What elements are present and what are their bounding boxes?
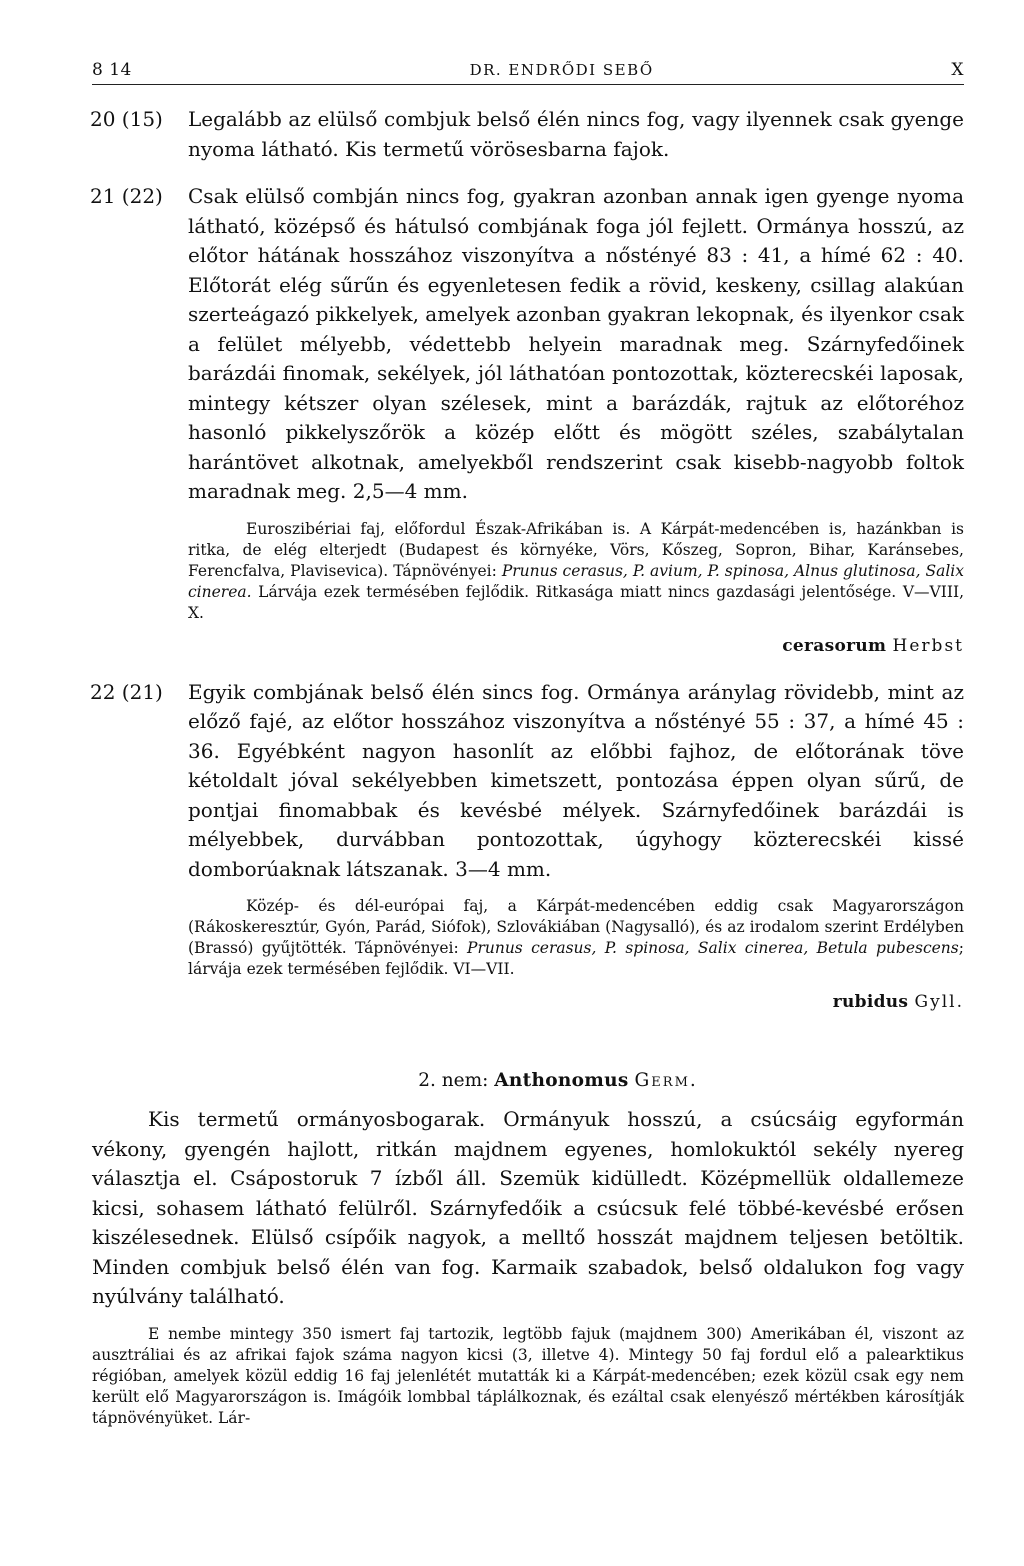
running-title: DR. ENDRŐDI SEBŐ xyxy=(469,61,654,79)
key-number: 21 (22) xyxy=(90,184,163,208)
key-number: 20 (15) xyxy=(90,107,163,131)
species-author: Herbst xyxy=(892,635,964,656)
part-number: X xyxy=(951,60,964,80)
genus-description: Kis termetű ormányosbogarak. Ormányuk hosszú, a csúcsáig egyformán vékony, gyengén hajlott, ritkán majdnem egyenes, homlokuktól sekély nyereg választja el. Csápostoruk 7 ízből áll. Szemük kidülledt. Középmellük oldallemeze kicsi, sohasem látható felülről. Szárnyfedőik a csúcsuk felé többé-kevésbé erősen kiszélesednek. Elülső csípőik nagyok, a melltő hosszát majdnem teljesen betöltik. Minden combjuk belső élén van fog. Karmaik szabadok, belső oldalukon fog vagy nyúlvány található. xyxy=(92,1107,964,1308)
note-text: Lárvája ezek termésében fejlődik. Ritkasága miatt nincs gazdasági jelentősége. V—VIII, X. xyxy=(188,582,964,622)
note-text: ; lárvája ezek termésében fejlődik. VI—VII. xyxy=(188,939,964,978)
distribution-note xyxy=(188,519,964,624)
plant-names: Prunus cerasus, P. avium, P. spinosa, Alnus glutinosa, Salix cinerea. xyxy=(188,561,964,601)
key-entry-20 xyxy=(92,105,964,164)
species-name xyxy=(92,636,964,656)
note-text: Közép- és dél-európai faj, a Kárpát-medencében eddig csak Magyarországon (Rákoskeresztúr, Gyón, Parád, Siófok), Szlovákiában (Nagysalló), és az irodalom szerint Erdélyben (Brassó) gyűjtötték. Tápnövényei: xyxy=(188,897,964,957)
genus-name: Anthonomus xyxy=(494,1070,629,1091)
distribution-note xyxy=(188,896,964,980)
species-epithet: cerasorum xyxy=(782,635,887,656)
running-header xyxy=(92,60,964,85)
key-text: Legalább az elülső combjuk belső élén nincs fog, vagy ilyennek csak gyenge nyoma látható. Kis termetű vörösesbarna fajok. xyxy=(188,107,964,161)
species-author: Gyll. xyxy=(914,992,964,1012)
key-entry-21 xyxy=(92,182,964,507)
genus-prefix: 2. nem: xyxy=(418,1070,495,1091)
page-number: 8 14 xyxy=(92,60,132,80)
note-text: Euroszibériai faj, előfordul Észak-Afrikában is. A Kárpát-medencében is, hazánkban is ritka, de elég elterjedt (Budapest és környéke, Vörs, Kőszeg, Sopron, Bihar, Karánsebes, Ferencfalva, Plavisevica). Tápnövényei: xyxy=(188,519,964,580)
species-epithet: rubidus xyxy=(832,992,909,1012)
key-text: Csak elülső combján nincs fog, gyakran azonban annak igen gyenge nyoma látható, középső és hátulsó combjának foga jól fejlett. Ormánya hosszú, az előtor hátának hosszához viszonyítva a nőstényé 83 : 41, a hímé 62 : 40. Előtorát elég sűrűn és egyenletesen fedik a rövid, keskeny, csillag alakúan szerteágazó pikkelyek, amelyek azonban gyakran lekopnak, és ilyenkor csak a felület mélyebb, védettebb helyein maradnak meg. Szárnyfedőinek barázdái finomak, sekélyek, jól láthatóan pontozottak, közterecskéi laposak, mintegy kétszer olyan szélesek, mint a barázdák, rajtuk az előtoréhoz hasonló pikkelyszőrök a közép előtt és mögött széles, szabálytalan harántövet alkotnak, amelyekből rendszerint csak kisebb-nagyobb foltok maradnak meg. 2,5—4 mm. xyxy=(188,184,964,503)
key-number: 22 (21) xyxy=(90,679,163,704)
genus-author: Germ. xyxy=(634,1070,698,1091)
species-name xyxy=(92,992,964,1012)
genus-heading xyxy=(152,1070,964,1091)
key-text: Egyik combjának belső élén sincs fog. Ormánya aránylag rövidebb, mint az előző fajé, az előtor hosszához viszonyítva a nőstényé 55 : 37, a hímé 45 : 36. Egyébként nagyon hasonlít az előbbi fajhoz, de előtorának töve kétoldalt jóval sekélyebben kimetszett, pontozása éppen olyan sűrű, de pontjai finomabbak és kevésbé mélyek. Szárnyfedőinek barázdái is mélyebbek, durvábban pontozottak, úgyhogy közterecskéi kissé domborúaknak látszanak. 3—4 mm. xyxy=(188,679,964,881)
genus-note: E nembe mintegy 350 ismert faj tartozik, legtöbb fajuk (majdnem 300) Amerikában él, viszont az ausztráliai és az afrikai fajok száma nagyon kicsi (3, illetve 4). Mintegy 50 faj fordul elő a palearktikus régióban, amelyek közül eddig 16 faj jelenlétét mutatták ki a Kárpát-medencében; ezek közül csak egy nem került elő Magyarországon is. Imágóik lombbal táplálkoznak, és ezáltal csak elenyésző mértékben károsítják tápnövényüket. Lár- xyxy=(92,1324,964,1427)
key-entry-22 xyxy=(92,678,964,885)
plant-names: Prunus cerasus, P. spinosa, Salix cinerea, Betula pubescens xyxy=(467,939,959,957)
document-page xyxy=(92,60,964,1429)
